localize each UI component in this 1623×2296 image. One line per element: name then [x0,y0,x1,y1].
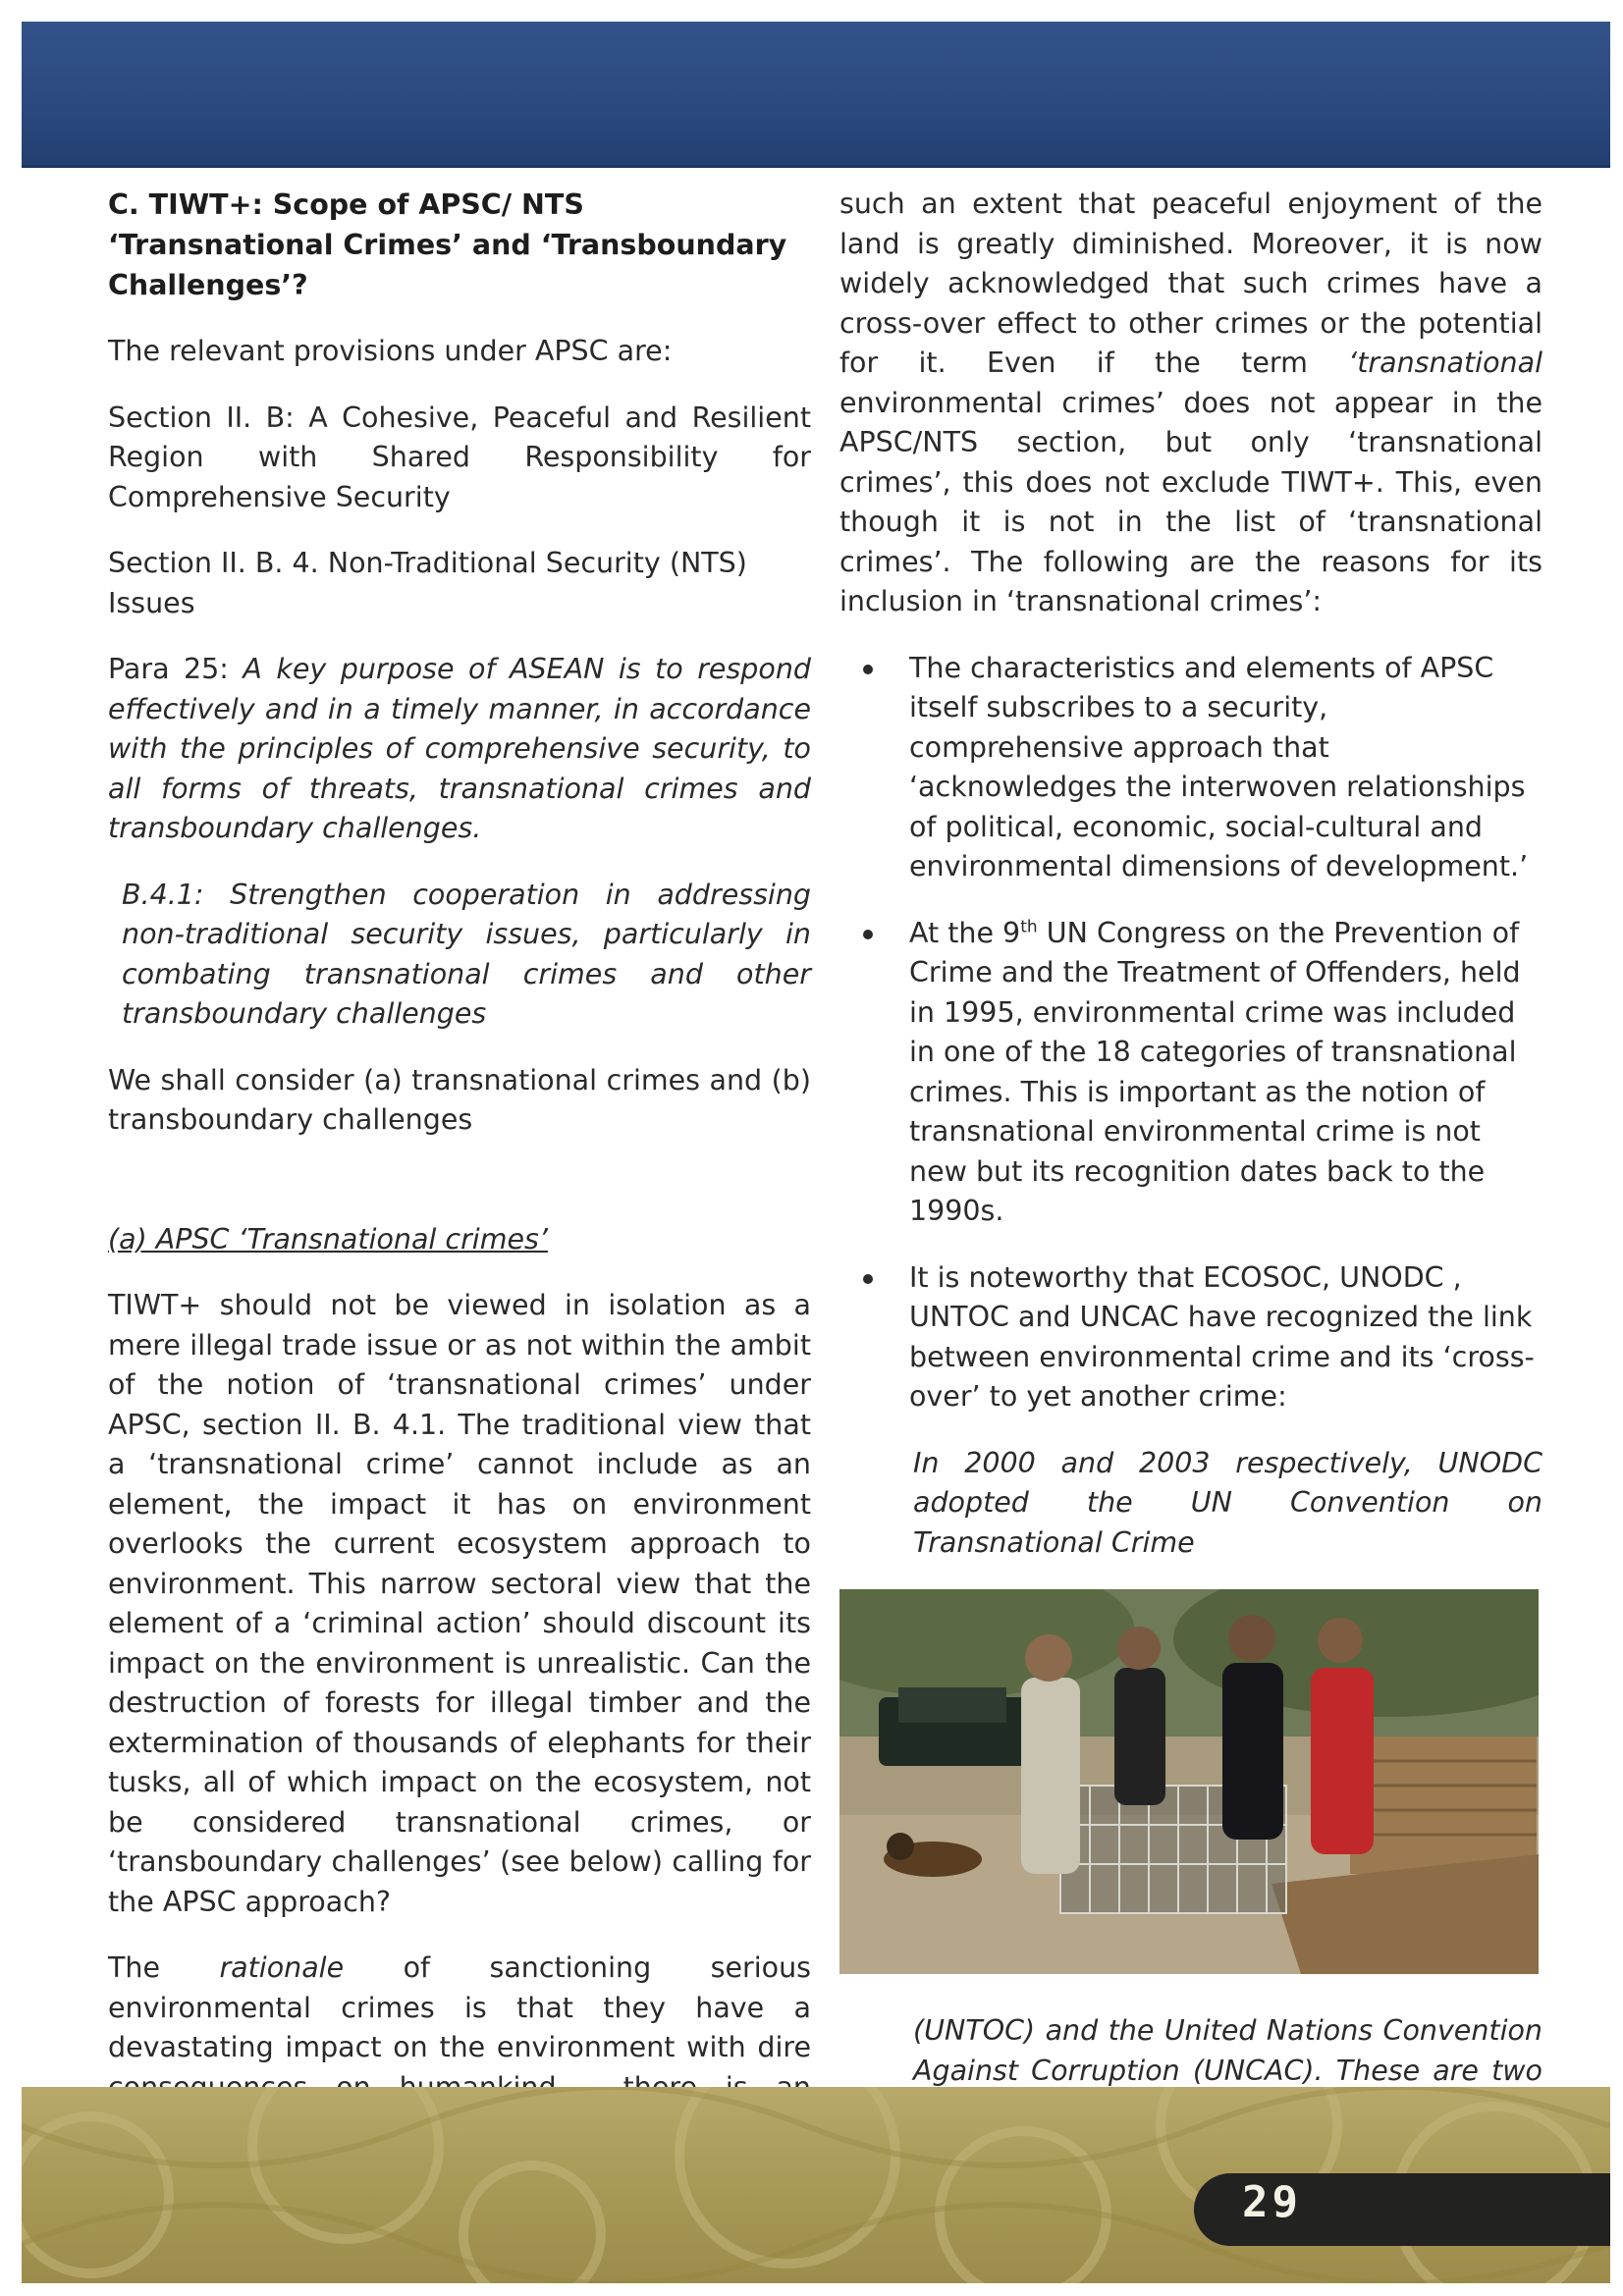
bullet-2-pre: At the 9 [909,916,1021,949]
para-25-text: A key purpose of ASEAN is to respond effectively and in a timely manner, in accordance with the principles of comprehensive security, to all forms of threats, transnational crimes and transboundary challenges. [108,653,811,844]
section-b4-text: Section II. B. 4. Non-Traditional Security (NTS) Issues [108,547,747,619]
para-2-start: The [108,1951,220,1984]
header-band [22,22,1610,168]
photo-wildlife-seizure [839,1589,1539,1974]
continued-paragraph [839,185,1542,622]
list-item: It is noteworthy that ECOSOC, UNODC , UNTOC and UNCAC have recognized the link between environmental crime and its ‘cross-over’ to yet another crime: [839,1258,1542,1417]
section-heading: C. TIWT+: Scope of APSC/ NTS ‘Transnational Crimes’ and ‘Transboundary Challenges’? [108,188,787,301]
footer-band [22,2087,1610,2283]
right-column [839,185,1542,2197]
para-2-rest: of sanctioning serious environmental crimes is that they have a devastating impact on the environment with dire [108,1951,811,2063]
subheading-transnational-crimes: (a) APSC ‘Transnational crimes’ [108,1222,548,1255]
para-2-italic: rationale [219,1951,345,1984]
list-item [839,914,1542,1232]
page-number: 29 [1242,2177,1302,2227]
reasons-list [839,649,1542,1417]
continued-italic: ‘transnational [1348,347,1542,379]
continued-text-1: such an extent that peaceful enjoyment of the land is greatly diminished. Moreover, it is now widely acknowledged that such crimes have a cross-over effect to other crimes or the potential for it. Even if the term [839,187,1542,379]
left-column [108,185,811,2254]
photo-illustration [839,1589,1539,1974]
body-paragraph-1: TIWT+ should not be viewed in isolation as a mere illegal trade issue or as not within the ambit of the notion of ‘transnational crimes’ under APSC, section II. B. 4.1. The traditional view that a ‘transnational crime’ cannot include as an element, the impact it has on environment overlooks the current ecosystem approach to environment. This narrow sectoral view that the element of a ‘criminal action’ should discount its impact on the environment is unrealistic. Can the destruction of forests for illegal timber and the extermination of thousands of elephants for their tusks, all of which impact on the ecosystem, not be considered transnational crimes, or ‘transboundary challenges’ (see below) calling for the APSC approach? [108,1289,811,1918]
consider-text: We shall consider (a) transnational crimes and (b) transboundary challenges [108,1063,811,1136]
quote-text-top: In 2000 and 2003 respectively, UNODC adopted the UN Convention on Transnational Crime [913,1446,1542,1559]
para-25-label: Para 25: [108,653,243,685]
b41-text: B.4.1: Strengthen cooperation in addressing non-traditional security issues, particularly in combating transnational crimes and other transboundary challenges [122,878,811,1030]
continued-text-2: environmental crimes’ does not appear in the APSC/NTS section, but only ‘transnational crimes’, this does not exclude TIWT+. This, even though it is not in the list of ‘transnational crimes’. The following are the reasons for its inclusion in ‘transnational crimes’: [839,386,1542,617]
list-item: The characteristics and elements of APSC itself subscribes to a security, comprehensive approach that ‘acknowledges the interwoven relationships of political, economic, social-cultural and environmental dimensions of development.’ [839,649,1542,887]
spacer [108,1167,811,1220]
para-25 [108,650,811,849]
quote-text-bottom: (UNTOC) and the United Nations Convention Against Corruption (UNCAC). These are two [913,2014,1542,2087]
section-b-text: Section II. B: A Cohesive, Peaceful and Resilient Region with Shared Responsibility for Comprehensive Security [108,400,811,513]
intro-text: The relevant provisions under APSC are: [108,335,673,367]
bullet-2-post: UN Congress on the Prevention of Crime and the Treatment of Offenders, held in 1995, environmental crime was included in one of the 18 categories of transnational crimes. This is important as the notion of transnational environmental crime is not new but its recognition dates back to the 1990s. [909,916,1521,1227]
superscript-th: th [1020,917,1038,936]
